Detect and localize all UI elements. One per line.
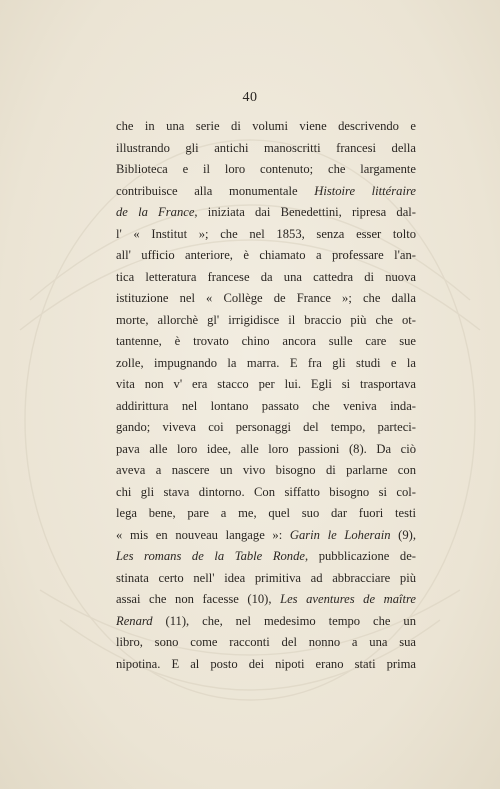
text-line <box>116 654 416 676</box>
text-line <box>116 374 416 396</box>
text-line <box>116 568 416 590</box>
text-line <box>116 632 416 654</box>
body-text <box>116 116 416 675</box>
text-segment: , pubblicazione de- <box>305 549 416 563</box>
italic-title: Les romans de la Table Ronde <box>116 549 305 563</box>
italic-title: de la France <box>116 205 195 219</box>
text-segment: nipotina. E al posto dei nipoti erano stati prima <box>116 656 416 671</box>
text-segment: l' « Institut »; che nel 1853, senza esser tolto <box>116 226 416 241</box>
page-number: 40 <box>242 90 258 105</box>
text-line <box>116 482 416 504</box>
text-segment: morte, allorchè gl' irrigidisce il braccio più che ot- <box>116 312 416 327</box>
text-line <box>116 353 416 375</box>
text-line <box>116 460 416 482</box>
italic-title: Histoire littéraire <box>314 183 416 198</box>
text-line <box>116 611 416 633</box>
text-line <box>116 546 416 568</box>
text-line <box>116 138 416 160</box>
text-segment: « mis en nouveau langage »: <box>116 527 290 542</box>
text-segment: pava alle loro idee, alle loro passioni (8). Da ciò <box>116 441 416 456</box>
italic-title: Garin le Loherain <box>289 527 391 542</box>
text-line <box>116 181 416 203</box>
text-line <box>116 159 416 181</box>
text-line <box>116 288 416 310</box>
text-segment: contribuisce alla monumentale <box>116 183 315 198</box>
text-line <box>116 116 416 138</box>
text-line <box>116 245 416 267</box>
text-segment: aveva a nascere un vivo bisogno di parlarne con <box>116 463 416 477</box>
text-segment: , iniziata dai Benedettini, ripresa dal- <box>194 205 416 219</box>
text-line <box>116 224 416 246</box>
text-segment: tica letteratura francese da una cattedra di nuova <box>116 269 416 284</box>
text-segment: (11), che, nel medesimo tempo che un <box>152 613 416 628</box>
text-segment: all' ufficio anteriore, è chiamato a professare l'an- <box>116 248 416 262</box>
text-line <box>116 396 416 418</box>
text-line <box>116 310 416 332</box>
text-segment: istituzione nel « Collège de France »; che dalla <box>116 291 416 305</box>
text-segment: lega bene, pare a me, quel suo dar fuori testi <box>116 506 416 520</box>
text-line <box>116 417 416 439</box>
text-line <box>116 589 416 611</box>
text-line <box>116 439 416 461</box>
text-segment: libro, sono come racconti del nonno a una sua <box>116 635 416 649</box>
text-segment: stinata certo nell' idea primitiva ad abbracciare più <box>116 570 416 585</box>
text-line <box>116 503 416 525</box>
text-segment: illustrando gli antichi manoscritti francesi della <box>116 140 416 155</box>
text-segment: chi gli stava dintorno. Con siffatto bisogno si col- <box>116 484 416 499</box>
text-segment: addirittura nel lontano passato che veniva inda- <box>116 398 416 413</box>
italic-title: Les aventures de maître <box>280 592 416 606</box>
text-line <box>116 525 416 547</box>
text-line <box>116 202 416 224</box>
text-segment: tantenne, è trovato chino ancora sulle care sue <box>116 334 416 348</box>
text-line <box>116 331 416 353</box>
text-segment: zolle, impugnando la marra. E fra gli studi e la <box>116 355 416 370</box>
text-line <box>116 267 416 289</box>
text-segment: assai che non facesse (10), <box>116 592 281 606</box>
text-segment: vita non v' era stacco per lui. Egli si trasportava <box>116 377 416 391</box>
text-segment: (9), <box>390 527 416 542</box>
text-segment: gando; viveva coi personaggi del tempo, parteci- <box>116 420 416 434</box>
text-segment: che in una serie di volumi viene descrivendo e <box>116 119 416 133</box>
text-segment: Biblioteca e il loro contenuto; che largamente <box>116 162 416 176</box>
italic-title: Renard <box>116 613 153 628</box>
